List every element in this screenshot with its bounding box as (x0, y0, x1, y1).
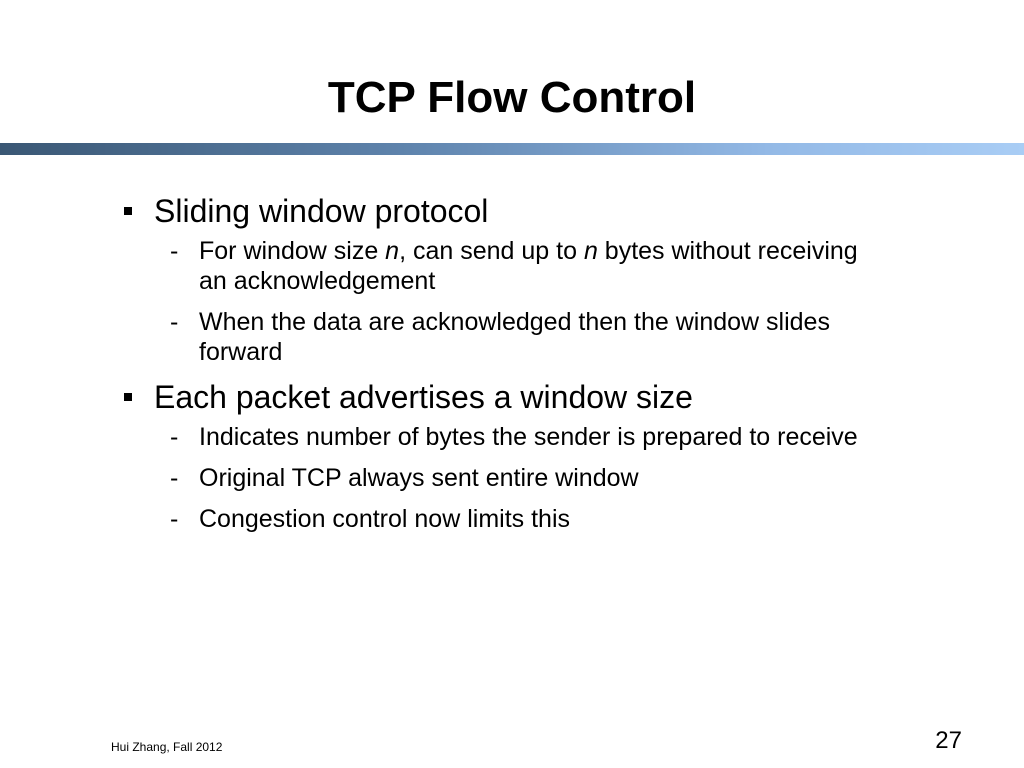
slide-title: TCP Flow Control (327, 73, 697, 122)
slide-content (118, 192, 878, 545)
dash-icon: - (170, 464, 179, 492)
dash-icon: - (170, 308, 179, 336)
sub-bullet-text: For window size n, can send up to n bytes without receiving an acknowledgement (199, 237, 858, 295)
sub-bullet-text: Congestion control now limits this (199, 505, 570, 533)
sub-bullet-item (118, 307, 878, 367)
sub-bullet-text: Original TCP always sent entire window (199, 464, 639, 492)
title-underline-bar (0, 143, 1024, 155)
sub-bullet-item (118, 236, 878, 296)
sub-bullet-item (118, 463, 878, 493)
square-bullet-icon (124, 207, 132, 215)
dash-icon: - (170, 237, 179, 265)
sub-bullet-text: When the data are acknowledged then the window slides forward (199, 308, 830, 366)
sub-bullet-text: Indicates number of bytes the sender is prepared to receive (199, 423, 858, 451)
footer-author: Hui Zhang, Fall 2012 (111, 740, 223, 754)
bullet-item (118, 378, 878, 416)
dash-icon: - (170, 423, 179, 451)
variable-n: n (385, 237, 400, 265)
variable-n: n (583, 237, 598, 265)
bullet-text: Each packet advertises a window size (154, 379, 693, 415)
page-number: 27 (935, 727, 962, 754)
bullet-text: Sliding window protocol (154, 193, 489, 229)
square-bullet-icon (124, 393, 132, 401)
dash-icon: - (170, 505, 179, 533)
sub-bullet-item (118, 504, 878, 534)
bullet-item (118, 192, 878, 230)
sub-bullet-item (118, 422, 878, 452)
